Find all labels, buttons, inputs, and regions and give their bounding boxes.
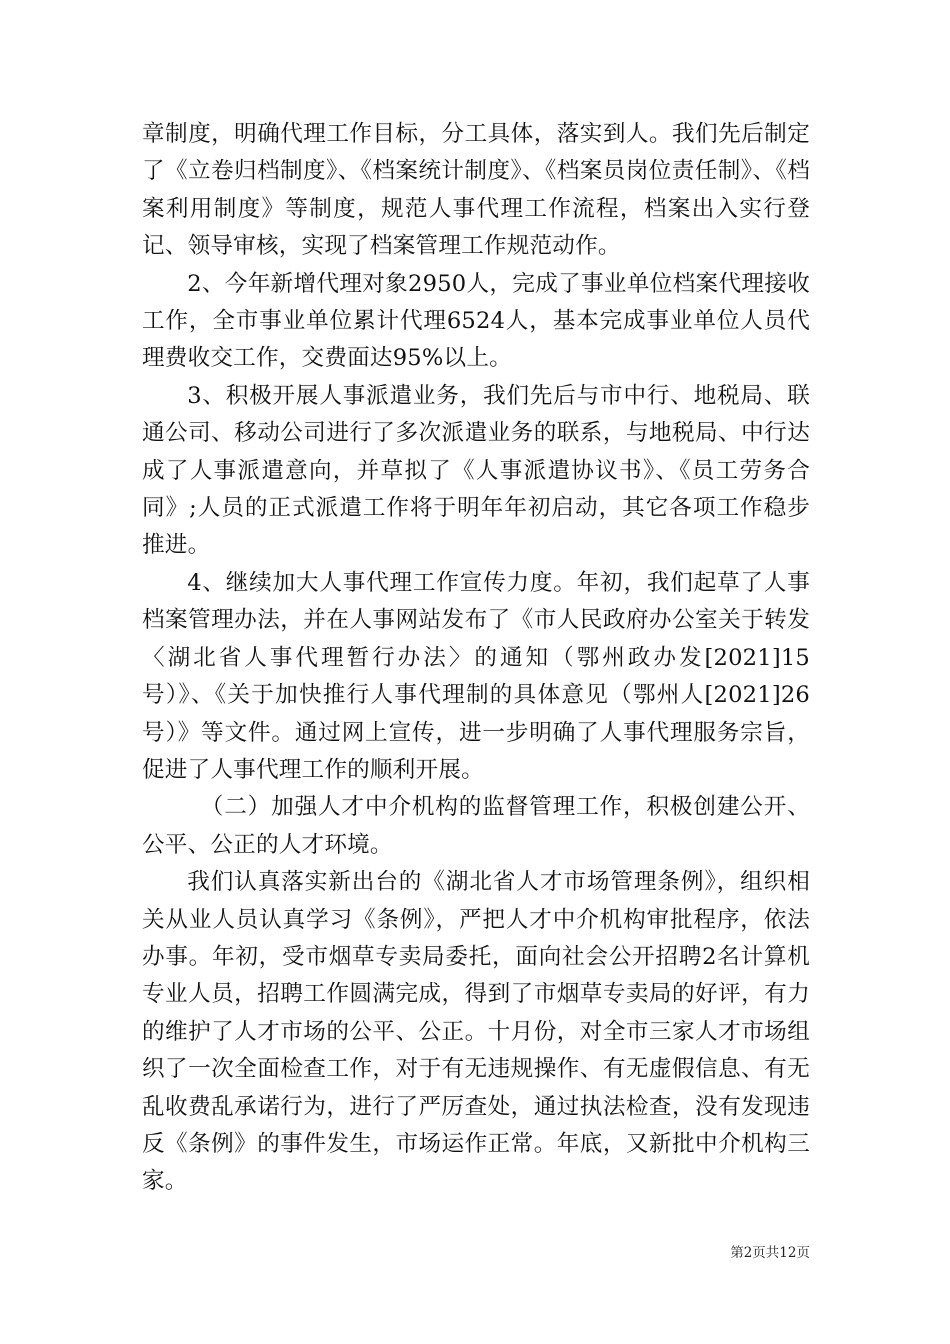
paragraph-talent-market: 我们认真落实新出台的《湖北省人才市场管理条例》，组织相关从业人员认真学习《条例》，严把人才中介机构审批程序，依法办事。年初，受市烟草专卖局委托，面向社会公开招聘2名计算机专业人员，招聘工作圆满完成，得到了市烟草专卖局的好评，有力的维护了人才市场的公平、公正。十月份，对全市三家人才市场组织了一次全面检查工作，对于有无违规操作、有无虚假信息、有无乱收费乱承诺行为，进行了严厉查处，通过执法检查，没有发现违反《条例》的事件发生，市场运作正常。年底，又新批中介机构三家。 (142, 869, 810, 1195)
section-heading-2: （二）加强人才中介机构的监督管理工作，积极创建公开、公平、公正的人才环境。 (142, 794, 810, 858)
paragraph-regulations-continued: 章制度，明确代理工作目标，分工具体，落实到人。我们先后制定了《立卷归档制度》、《档案统计制度》、《档案员岗位责任制》、《档案利用制度》等制度，规范人事代理工作流程，档案出入实行登记、领导审核，实现了档案管理工作规范动作。 (142, 121, 810, 260)
document-body (142, 116, 810, 1201)
page-number-footer: 第2页共12页 (730, 1245, 810, 1261)
paragraph-item-2: 2、今年新增代理对象2950人，完成了事业单位档案代理接收工作，全市事业单位累计代理6524人，基本完成事业单位人员代理费收交工作，交费面达95%以上。 (142, 270, 810, 372)
paragraph-item-4: 4、继续加大人事代理工作宣传力度。年初，我们起草了人事档案管理办法，并在人事网站发布了《市人民政府办公室关于转发〈湖北省人事代理暂行办法〉的通知（鄂州政办发[2021]15号）》、《关于加快推行人事代理制的具体意见（鄂州人[2021]26号）》等文件。通过网上宣传，进一步明确了人事代理服务宗旨，促进了人事代理工作的顺利开展。 (142, 569, 810, 783)
paragraph-item-3: 3、积极开展人事派遣业务，我们先后与市中行、地税局、联通公司、移动公司进行了多次派遣业务的联系，与地税局、中行达成了人事派遣意向，并草拟了《人事派遣协议书》、《员工劳务合同》;人员的正式派遣工作将于明年年初启动，其它各项工作稳步推进。 (142, 382, 810, 559)
